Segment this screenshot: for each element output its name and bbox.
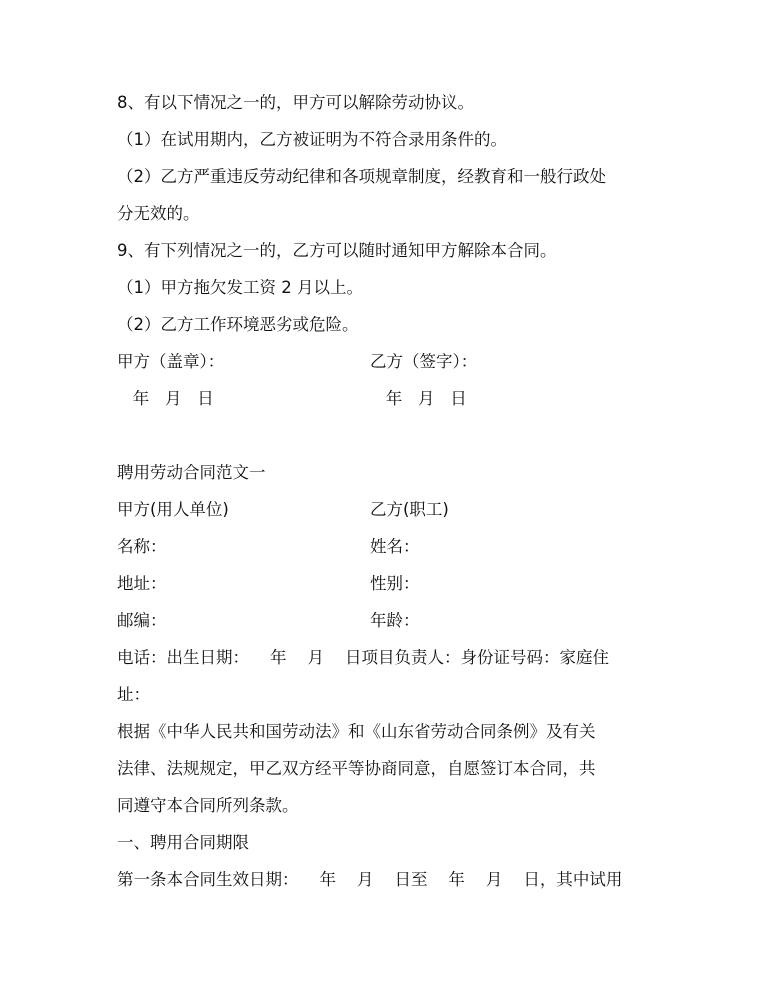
- party-a-header: 甲方(用人单位): [117, 500, 229, 519]
- age-label: 年龄：: [370, 611, 420, 630]
- name-label: 名称：: [117, 537, 167, 556]
- party-b-date: 年 月 日: [370, 389, 467, 408]
- preamble-line-1: 根据《中华人民共和国劳动法》和《山东省劳动合同条例》及有关: [117, 722, 596, 741]
- article-1: 第一条本合同生效日期： 年 月 日至 年 月 日，其中试用: [117, 870, 623, 889]
- clause-9: 9、有下列情况之一的，乙方可以随时通知甲方解除本合同。: [117, 241, 557, 260]
- section-heading-1: 一、聘用合同期限: [117, 833, 249, 852]
- full-name-label: 姓名：: [370, 537, 420, 556]
- party-b-header: 乙方(职工): [370, 500, 449, 519]
- preamble-line-3: 同遵守本合同所列条款。: [117, 796, 299, 815]
- contact-line: 电话：出生日期： 年 月 日项目负责人：身份证号码：家庭住: [117, 648, 609, 667]
- gender-label: 性别：: [370, 574, 420, 593]
- clause-8: 8、有以下情况之一的，甲方可以解除劳动协议。: [117, 93, 474, 112]
- postcode-label: 邮编：: [117, 611, 167, 630]
- clause-9-item-2: （2）乙方工作环境恶劣或危险。: [117, 315, 359, 334]
- party-a-date: 年 月 日: [117, 389, 214, 408]
- clause-8-item-1: （1）在试用期内，乙方被证明为不符合录用条件的。: [117, 130, 507, 149]
- preamble-line-2: 法律、法规规定，甲乙双方经平等协商同意，自愿签订本合同，共: [117, 759, 596, 778]
- address-label: 地址：: [117, 574, 167, 593]
- party-a-seal-label: 甲方（盖章）：: [117, 352, 225, 371]
- party-b-signature-label: 乙方（签字）：: [370, 352, 478, 371]
- clause-8-item-2: （2）乙方严重违反劳动纪律和各项规章制度，经教育和一般行政处: [117, 167, 606, 186]
- clause-8-item-2-continued: 分无效的。: [117, 204, 200, 223]
- sample-title: 聘用劳动合同范文一: [117, 463, 266, 482]
- clause-9-item-1: （1）甲方拖欠发工资 2 月以上。: [117, 278, 363, 297]
- contact-line-continued: 址：: [117, 685, 150, 704]
